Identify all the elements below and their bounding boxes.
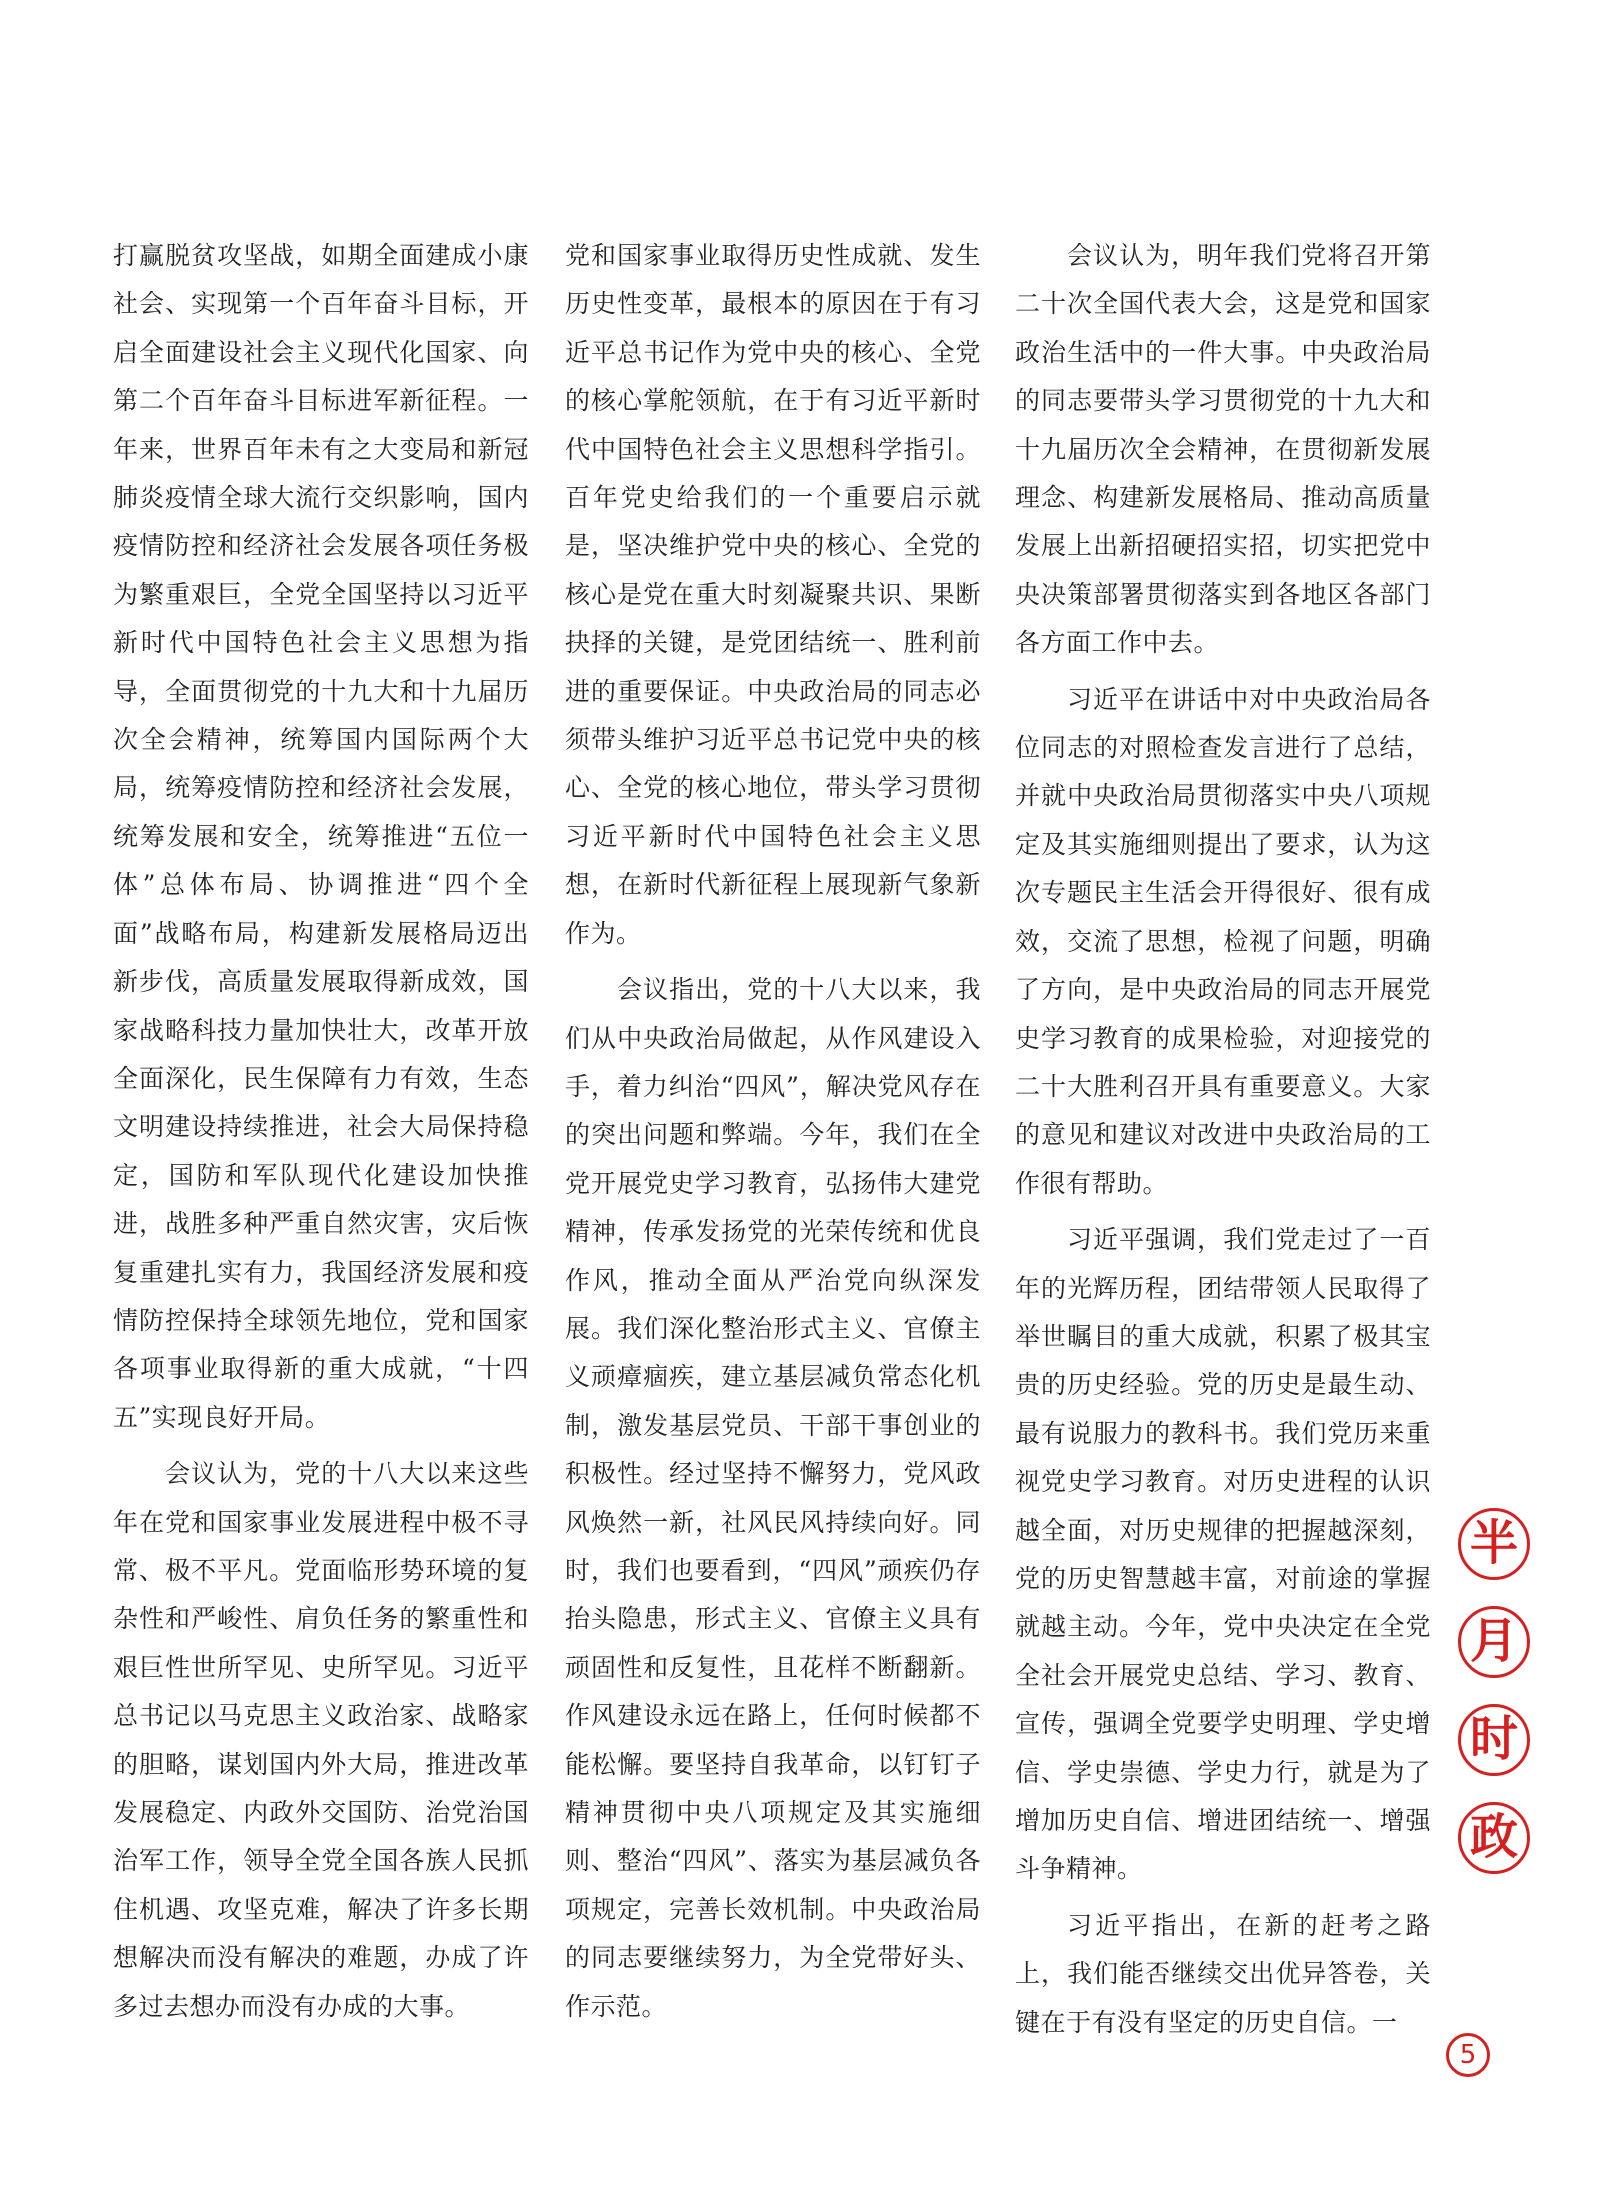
paragraph: 习近平在讲话中对中央政治局各位同志的对照检查发言进行了总结，并就中央政治局贯彻落实中央八项规定及其实施细则提出了要求，认为这次专题民主生活会开得很好、很有成效，交流了思想，检视了问题，明确了方向，是中央政治局的同志开展党史学习教育的成果检验，对迎接党的二十大胜利召开具有重要意义。大家的意见和建议对改进中央政治局的工作很有帮助。 <box>1015 684 1431 1198</box>
paragraph: 会议指出，党的十八大以来，我们从中央政治局做起，从作风建设入手，着力纠治“四风”，解决党风存在的突出问题和弊端。今年，我们在全党开展党史学习教育，弘扬伟大建党精神，传承发扬党的光荣传统和优良作风，推动全面从严治党向纵深发展。我们深化整治形式主义、官僚主义顽瘴痼疾，建立基层减负常态化机制，激发基层党员、干部干事创业的积极性。经过坚持不懈努力，党风政风焕然一新，社风民风持续向好。同时，我们也要看到，“四风”顽疾仍存抬头隐患，形式主义、官僚主义具有顽固性和反复性，且花样不断翻新。作风建设永远在路上，任何时候都不能松懈。要坚持自我革命，以钉钉子精神贯彻中央八项规定及其实施细则、整治“四风”、落实为基层减负各项规定，完善长效机制。中央政治局的同志要继续努力，为全党带好头、作示范。 <box>565 975 981 2021</box>
section-title-char: 半 <box>1458 1508 1530 1580</box>
section-title-char: 政 <box>1458 1802 1530 1874</box>
section-title-vertical <box>1458 1508 1538 1900</box>
text-column-3 <box>1015 232 1431 2055</box>
section-title-char: 月 <box>1458 1606 1530 1678</box>
page-number: 5 <box>1446 2033 1490 2077</box>
text-column-2 <box>565 232 981 2039</box>
paragraph: 会议认为，党的十八大以来这些年在党和国家事业发展进程中极不寻常、极不平凡。党面临形势环境的复杂性和严峻性、肩负任务的繁重性和艰巨性世所罕见、史所罕见。习近平总书记以马克思主义政治家、战略家的胆略，谋划国内外大局，推进改革发展稳定、内政外交国防、治党治国治军工作，领导全党全国各族人民抓住机遇、攻坚克难，解决了许多长期想解决而没有解决的难题，办成了许多过去想办而没有办成的大事。 <box>113 1459 529 2021</box>
paragraph: 习近平指出，在新的赶考之路上，我们能否继续交出优异答卷，关键在于有没有坚定的历史自信。一 <box>1015 1910 1431 2037</box>
section-title-char: 时 <box>1458 1704 1530 1776</box>
paragraph: 打赢脱贫攻坚战，如期全面建成小康社会、实现第一个百年奋斗目标，开启全面建设社会主义现代化国家、向第二个百年奋斗目标进军新征程。一年来，世界百年未有之大变局和新冠肺炎疫情全球大流行交织影响，国内疫情防控和经济社会发展各项任务极为繁重艰巨，全党全国坚持以习近平新时代中国特色社会主义思想为指导，全面贯彻党的十九大和十九届历次全会精神，统筹国内国际两个大局，统筹疫情防控和经济社会发展，统筹发展和安全，统筹推进“五位一体”总体布局、协调推进“四个全面”战略布局，构建新发展格局迈出新步伐，高质量发展取得新成效，国家战略科技力量加快壮大，改革开放全面深化，民生保障有力有效，生态文明建设持续推进，社会大局保持稳定，国防和军队现代化建设加快推进，战胜多种严重自然灾害，灾后恢复重建扎实有力，我国经济发展和疫情防控保持全球领先地位，党和国家各项事业取得新的重大成就，“十四五”实现良好开局。 <box>113 241 529 1432</box>
text-column-1 <box>113 232 529 2039</box>
paragraph: 会议认为，明年我们党将召开第二十次全国代表大会，这是党和国家政治生活中的一件大事。中央政治局的同志要带头学习贯彻党的十九大和十九届历次全会精神，在贯彻新发展理念、构建新发展格局、推动高质量发展上出新招硬招实招，切实把党中央决策部署贯彻落实到各地区各部门各方面工作中去。 <box>1015 241 1431 658</box>
paragraph: 党和国家事业取得历史性成就、发生历史性变革，最根本的原因在于有习近平总书记作为党中央的核心、全党的核心掌舵领航，在于有习近平新时代中国特色社会主义思想科学指引。百年党史给我们的一个重要启示就是，坚决维护党中央的核心、全党的核心是党在重大时刻凝聚共识、果断抉择的关键，是党团结统一、胜利前进的重要保证。中央政治局的同志必须带头维护习近平总书记党中央的核心、全党的核心地位，带头学习贯彻习近平新时代中国特色社会主义思想，在新时代新征程上展现新气象新作为。 <box>565 241 981 948</box>
paragraph: 习近平强调，我们党走过了一百年的光辉历程，团结带领人民取得了举世瞩目的重大成就，积累了极其宝贵的历史经验。党的历史是最生动、最有说服力的教科书。我们党历来重视党史学习教育。对历史进程的认识越全面，对历史规律的把握越深刻，党的历史智慧越丰富，对前途的掌握就越主动。今年，党中央决定在全党全社会开展党史总结、学习、教育、宣传，强调全党要学史明理、学史增信、学史崇德、学史力行，就是为了增加历史自信、增进团结统一、增强斗争精神。 <box>1015 1225 1431 1884</box>
